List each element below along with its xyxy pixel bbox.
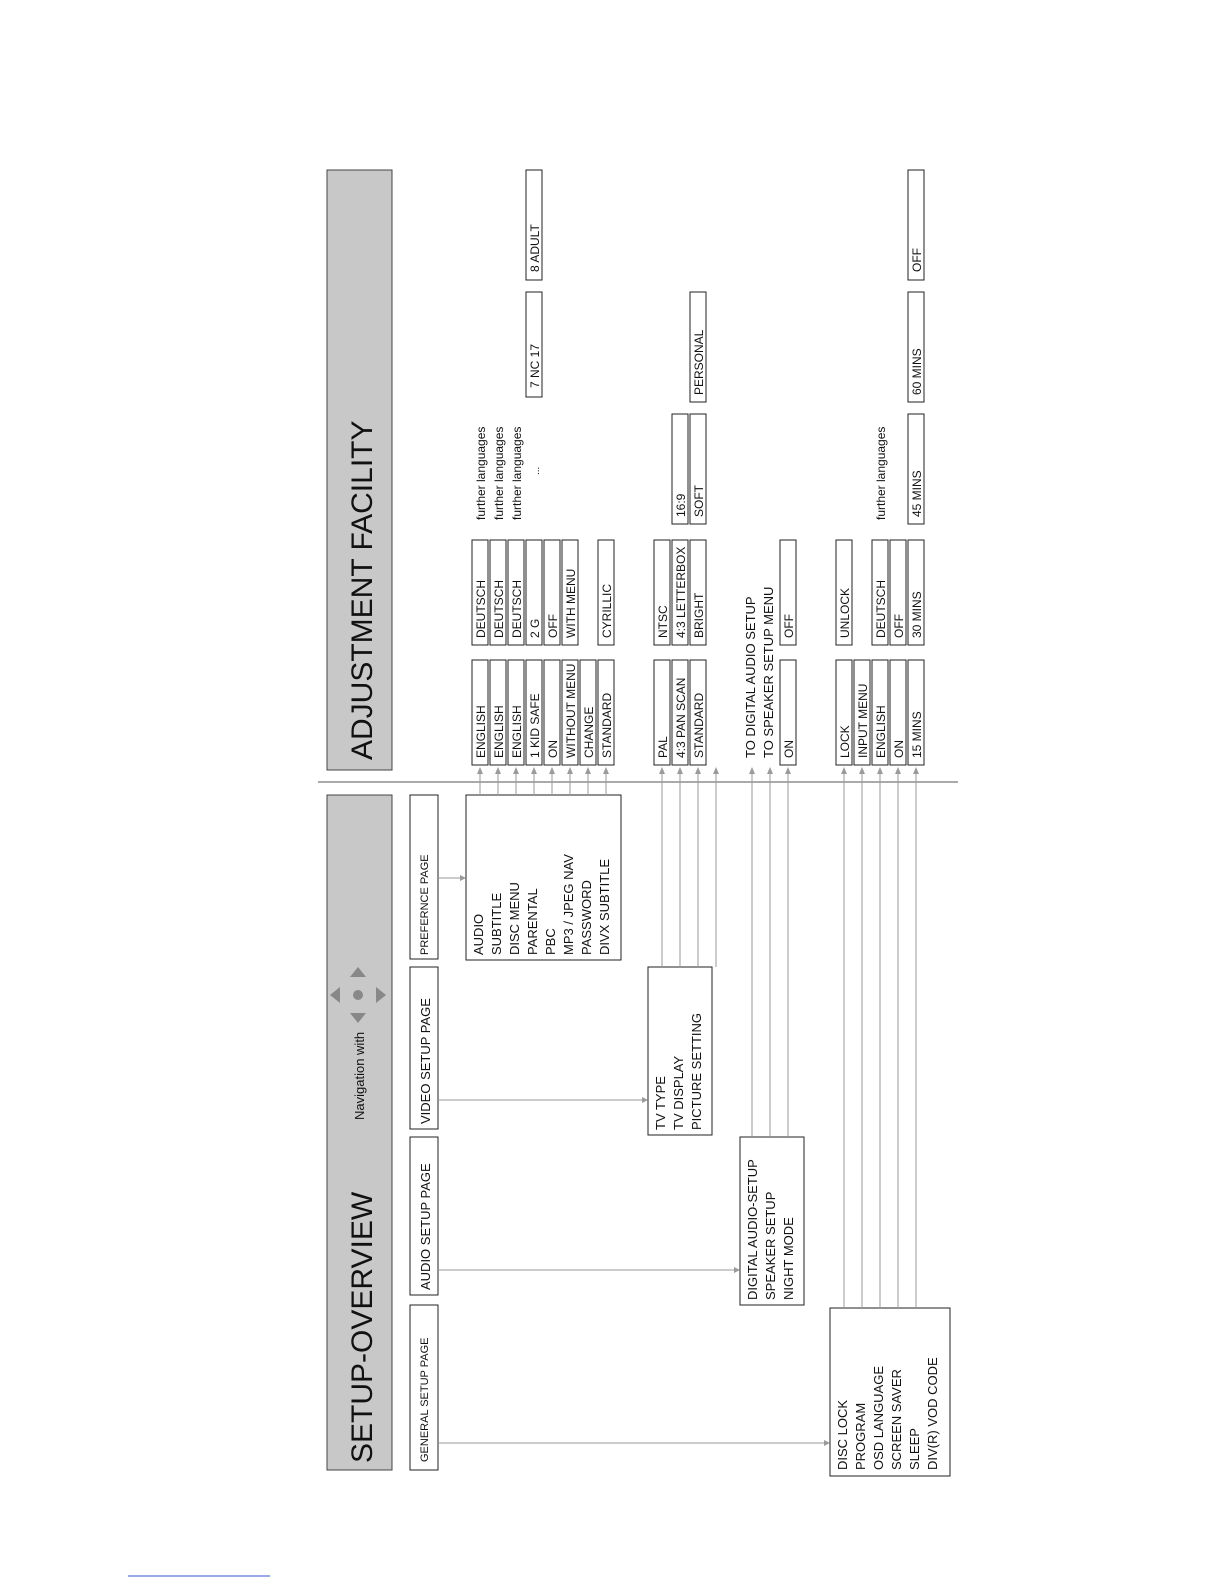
menu-item-parental[interactable]: PARENTAL [525, 888, 540, 955]
option-to-speaker-setup-menu[interactable]: TO SPEAKER SETUP MENU [761, 586, 776, 758]
option-parental-kid-safe-label: 1 KID SAFE [528, 693, 542, 758]
menu-item-disc-menu[interactable]: DISC MENU [507, 882, 522, 955]
option-screen-saver-off-label: OFF [892, 614, 906, 638]
option-tv-display-16-9-label: 16:9 [674, 493, 688, 517]
preference-page-label: PREFERNCE PAGE [419, 854, 431, 955]
menu-item-night-mode[interactable]: NIGHT MODE [781, 1217, 796, 1300]
setup-overview-title: SETUP-OVERVIEW [346, 1191, 379, 1463]
option-mp3-with-menu-label: WITH MENU [564, 568, 578, 638]
option-sleep-15-label: 15 MINS [910, 711, 924, 758]
adjustment-facility-title: ADJUSTMENT FACILITY [346, 420, 379, 760]
menu-item-mp3-jpeg-nav[interactable]: MP3 / JPEG NAV [561, 854, 576, 955]
option-to-digital-audio-setup[interactable]: TO DIGITAL AUDIO SETUP [743, 596, 758, 758]
option-sleep-60-label: 60 MINS [910, 348, 924, 395]
menu-item-password[interactable]: PASSWORD [579, 880, 594, 955]
menu-item-tv-display[interactable]: TV DISPLAY [671, 1055, 686, 1130]
menu-item-speaker-setup[interactable]: SPEAKER SETUP [763, 1191, 778, 1300]
option-osd-deutsch-label: DEUTSCH [874, 579, 888, 638]
option-picture-bright-label: BRIGHT [692, 592, 706, 638]
option-subtitle-deutsch-label: DEUTSCH [492, 579, 506, 638]
option-tv-display-pan-scan-label: 4:3 PAN SCAN [674, 677, 688, 758]
option-pbc-off-label: OFF [546, 614, 560, 638]
option-picture-soft-label: SOFT [692, 485, 706, 517]
general-setup-page-label: GENERAL SETUP PAGE [419, 1337, 431, 1462]
audio-setup-page-label: AUDIO SETUP PAGE [418, 1163, 433, 1290]
option-disc-menu-english-label: ENGLISH [510, 705, 524, 758]
option-sleep-off-label: OFF [910, 248, 924, 272]
option-divx-cyrillic-label: CYRILLIC [600, 583, 614, 638]
option-disc-lock-lock-label: LOCK [838, 725, 852, 758]
menu-item-program[interactable]: PROGRAM [853, 1402, 868, 1470]
menu-item-screen-saver[interactable]: SCREEN SAVER [889, 1369, 904, 1470]
menu-item-picture-setting[interactable]: PICTURE SETTING [689, 1012, 704, 1130]
option-osd-more: further languages [874, 426, 888, 520]
menu-item-subtitle[interactable]: SUBTITLE [489, 892, 504, 955]
option-screen-saver-on-label: ON [892, 740, 906, 758]
general-options [836, 170, 924, 765]
option-audio-more: further languages [474, 426, 488, 520]
navigation-label: Navigation with [352, 1031, 367, 1120]
option-disc-lock-unlock-label: UNLOCK [838, 587, 852, 638]
preference-options [472, 170, 614, 765]
option-password-change-label: CHANGE [582, 706, 596, 758]
option-parental-nc17-label: 7 NC 17 [528, 343, 542, 388]
menu-item-divx-subtitle[interactable]: DIVX SUBTITLE [597, 858, 612, 955]
option-divx-standard-label: STANDARD [600, 692, 614, 758]
option-tv-type-pal-label: PAL [656, 736, 670, 758]
option-mp3-without-menu-label: WITHOUT MENU [564, 663, 578, 758]
video-setup-page-label: VIDEO SETUP PAGE [418, 998, 433, 1124]
menu-item-sleep[interactable]: SLEEP [907, 1428, 922, 1470]
option-night-mode-off-label: OFF [782, 614, 796, 638]
option-audio-english-label: ENGLISH [474, 705, 488, 758]
menu-item-audio[interactable]: AUDIO [471, 913, 486, 955]
video-options [654, 292, 706, 765]
option-pbc-on-label: ON [546, 740, 560, 758]
menu-item-pbc[interactable]: PBC [543, 928, 558, 955]
option-picture-standard-label: STANDARD [692, 692, 706, 758]
option-program-input-menu-label: INPUT MENU [856, 683, 870, 758]
option-picture-personal-label: PERSONAL [692, 329, 706, 395]
option-sleep-30-label: 30 MINS [910, 591, 924, 638]
option-tv-type-ntsc-label: NTSC [656, 605, 670, 638]
option-audio-deutsch-label: DEUTSCH [474, 579, 488, 638]
option-osd-english-label: ENGLISH [874, 705, 888, 758]
option-sleep-45-label: 45 MINS [910, 470, 924, 517]
option-parental-adult-label: 8 ADULT [528, 224, 542, 272]
audio-options [743, 540, 796, 765]
option-tv-display-letterbox-label: 4:3 LETTERBOX [674, 546, 688, 638]
option-subtitle-english-label: ENGLISH [492, 705, 506, 758]
menu-item-div-vod-code[interactable]: DIV(R) VOD CODE [925, 1357, 940, 1470]
menu-item-osd-language[interactable]: OSD LANGUAGE [871, 1365, 886, 1470]
menu-item-disc-lock[interactable]: DISC LOCK [835, 1399, 850, 1470]
option-disc-menu-deutsch-label: DEUTSCH [510, 579, 524, 638]
menu-item-digital-audio-setup[interactable]: DIGITAL AUDIO-SETUP [745, 1159, 760, 1300]
option-parental-ellipsis: ... [531, 466, 542, 475]
option-subtitle-more: further languages [492, 426, 506, 520]
option-disc-menu-more: further languages [510, 426, 524, 520]
menu-item-tv-type[interactable]: TV TYPE [653, 1076, 668, 1130]
option-night-mode-on-label: ON [782, 740, 796, 758]
option-parental-g-label: 2 G [528, 618, 542, 638]
